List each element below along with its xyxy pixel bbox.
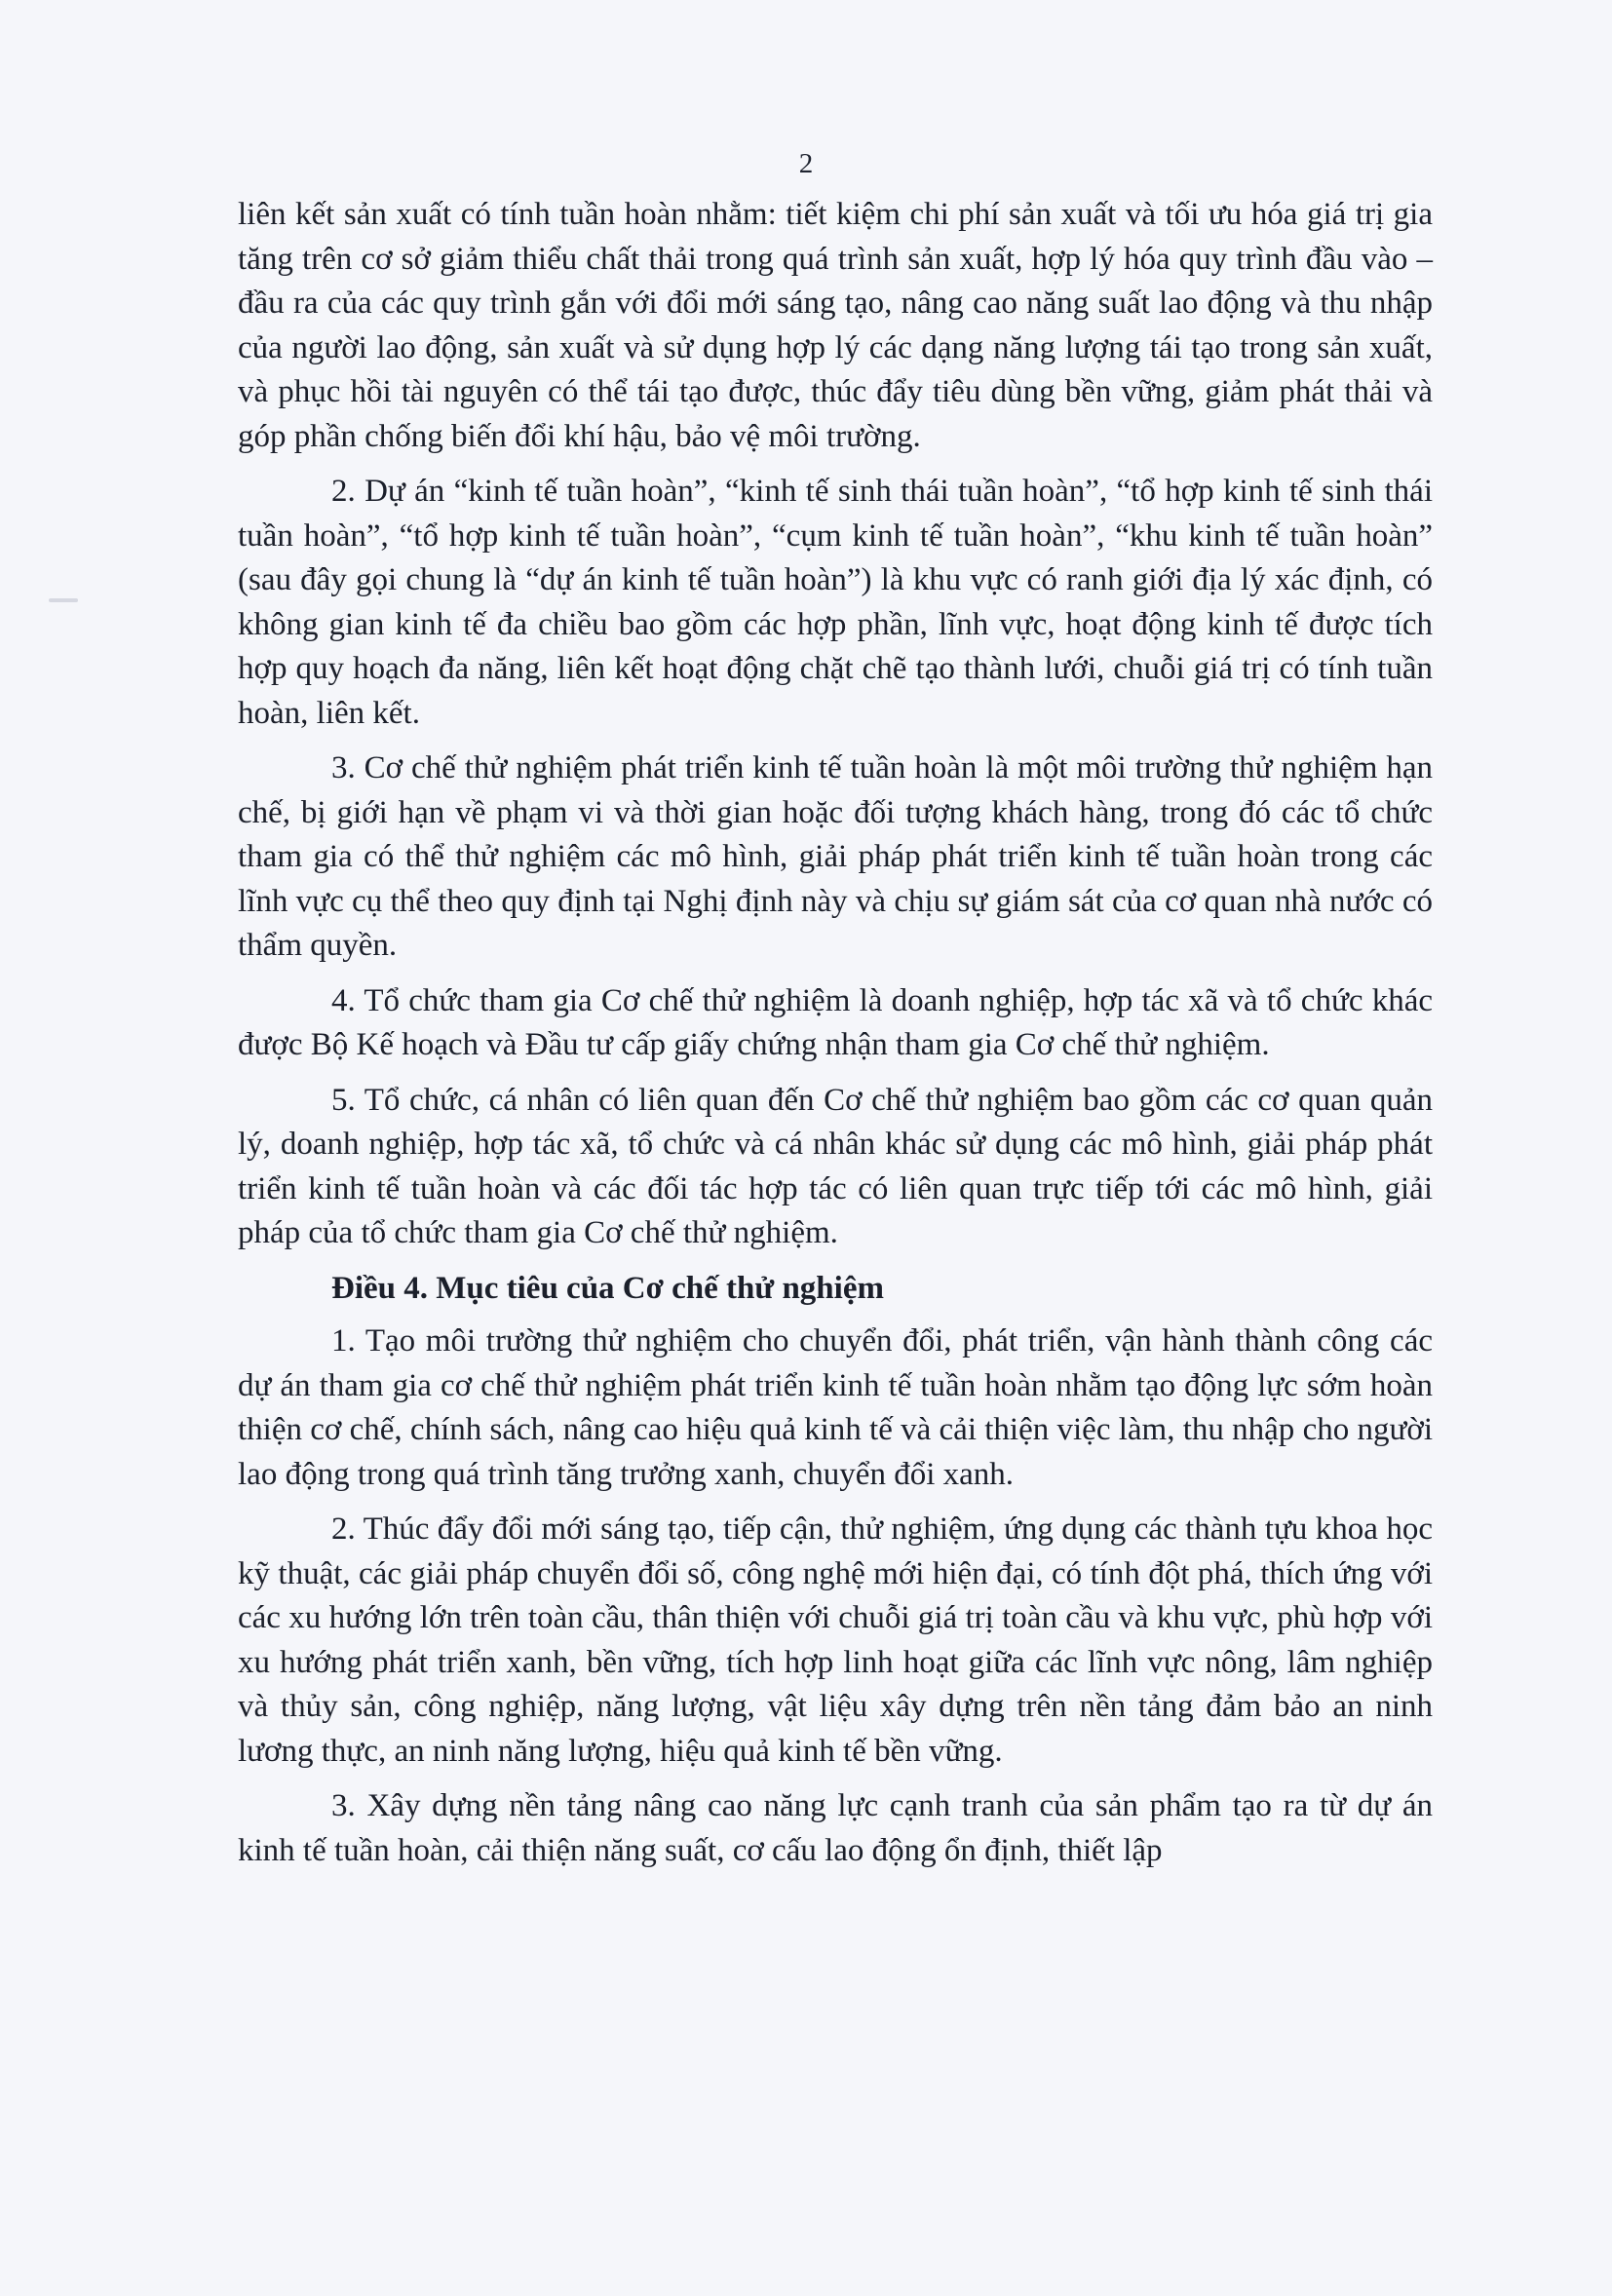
paragraph-clause-4: 4. Tổ chức tham gia Cơ chế thử nghiệm là doanh nghiệp, hợp tác xã và tổ chức khác được Bộ Kế hoạch và Đầu tư cấp giấy chứng nhận tham gia Cơ chế thử nghiệm. — [238, 982, 1433, 1062]
paragraph-continued: liên kết sản xuất có tính tuần hoàn nhằm: tiết kiệm chi phí sản xuất và tối ưu hóa giá trị gia tăng trên cơ sở giảm thiểu chất thải trong quá trình sản xuất, hợp lý hóa quy trình đầu vào – đầu ra của các quy trình gắn với đổi mới sáng tạo, nâng cao năng suất lao động và thu nhập của người lao động, sản xuất và sử dụng hợp lý các dạng năng lượng tái tạo trong sản xuất, và phục hồi tài nguyên có thể tái tạo được, thúc đẩy tiêu dùng bền vững, giảm phát thải và góp phần chống biến đổi khí hậu, bảo vệ môi trường. — [238, 197, 1433, 454]
article-4-heading: Điều 4. Mục tiêu của Cơ chế thử nghiệm — [331, 1270, 884, 1306]
scan-artifact — [49, 598, 78, 602]
article-4-clause-1: 1. Tạo môi trường thử nghiệm cho chuyển đổi, phát triển, vận hành thành công các dự án tham gia cơ chế thử nghiệm phát triển kinh tế tuần hoàn nhằm tạo động lực sớm hoàn thiện cơ chế, chính sách, nâng cao hiệu quả kinh tế và cải thiện việc làm, thu nhập cho người lao động trong quá trình tăng trưởng xanh, chuyển đổi xanh. — [238, 1323, 1433, 1492]
paragraph-clause-5: 5. Tổ chức, cá nhân có liên quan đến Cơ chế thử nghiệm bao gồm các cơ quan quản lý, doanh nghiệp, hợp tác xã, tổ chức và cá nhân khác sử dụng các mô hình, giải pháp phát triển kinh tế tuần hoàn và các đối tác hợp tác có liên quan trực tiếp tới các mô hình, giải pháp của tổ chức tham gia Cơ chế thử nghiệm. — [238, 1082, 1433, 1250]
article-4-clause-3: 3. Xây dựng nền tảng nâng cao năng lực cạnh tranh của sản phẩm tạo ra từ dự án kinh tế tuần hoàn, cải thiện năng suất, cơ cấu lao động ổn định, thiết lập — [238, 1788, 1433, 1868]
page-number: 2 — [798, 148, 814, 179]
paragraph-clause-2: 2. Dự án “kinh tế tuần hoàn”, “kinh tế sinh thái tuần hoàn”, “tổ hợp kinh tế sinh thái tuần hoàn”, “tổ hợp kinh tế tuần hoàn”, “cụm kinh tế tuần hoàn”, “khu kinh tế tuần hoàn” (sau đây gọi chung là “dự án kinh tế tuần hoàn”) là khu vực có ranh giới địa lý xác định, có không gian kinh tế đa chiều bao gồm các hợp phần, lĩnh vực, hoạt động kinh tế được tích hợp quy hoạch đa năng, liên kết hoạt động chặt chẽ tạo thành lưới, chuỗi giá trị có tính tuần hoàn, liên kết. — [238, 474, 1433, 731]
paragraph-clause-3: 3. Cơ chế thử nghiệm phát triển kinh tế tuần hoàn là một môi trường thử nghiệm hạn chế, bị giới hạn về phạm vi và thời gian hoặc đối tượng khách hàng, trong đó các tổ chức tham gia có thể thử nghiệm các mô hình, giải pháp phát triển kinh tế tuần hoàn trong các lĩnh vực cụ thể theo quy định tại Nghị định này và chịu sự giám sát của cơ quan nhà nước có thẩm quyền. — [238, 750, 1433, 963]
document-body — [238, 193, 1433, 1884]
article-4-clause-2: 2. Thúc đẩy đổi mới sáng tạo, tiếp cận, thử nghiệm, ứng dụng các thành tựu khoa học kỹ thuật, các giải pháp chuyển đổi số, công nghệ mới hiện đại, có tính đột phá, thích ứng với các xu hướng lớn trên toàn cầu, thân thiện với chuỗi giá trị toàn cầu và khu vực, phù hợp với xu hướng phát triển xanh, bền vững, tích hợp linh hoạt giữa các lĩnh vực nông, lâm nghiệp và thủy sản, công nghiệp, năng lượng, vật liệu xây dựng trên nền tảng đảm bảo an ninh lương thực, an ninh năng lượng, hiệu quả kinh tế bền vững. — [238, 1512, 1433, 1769]
